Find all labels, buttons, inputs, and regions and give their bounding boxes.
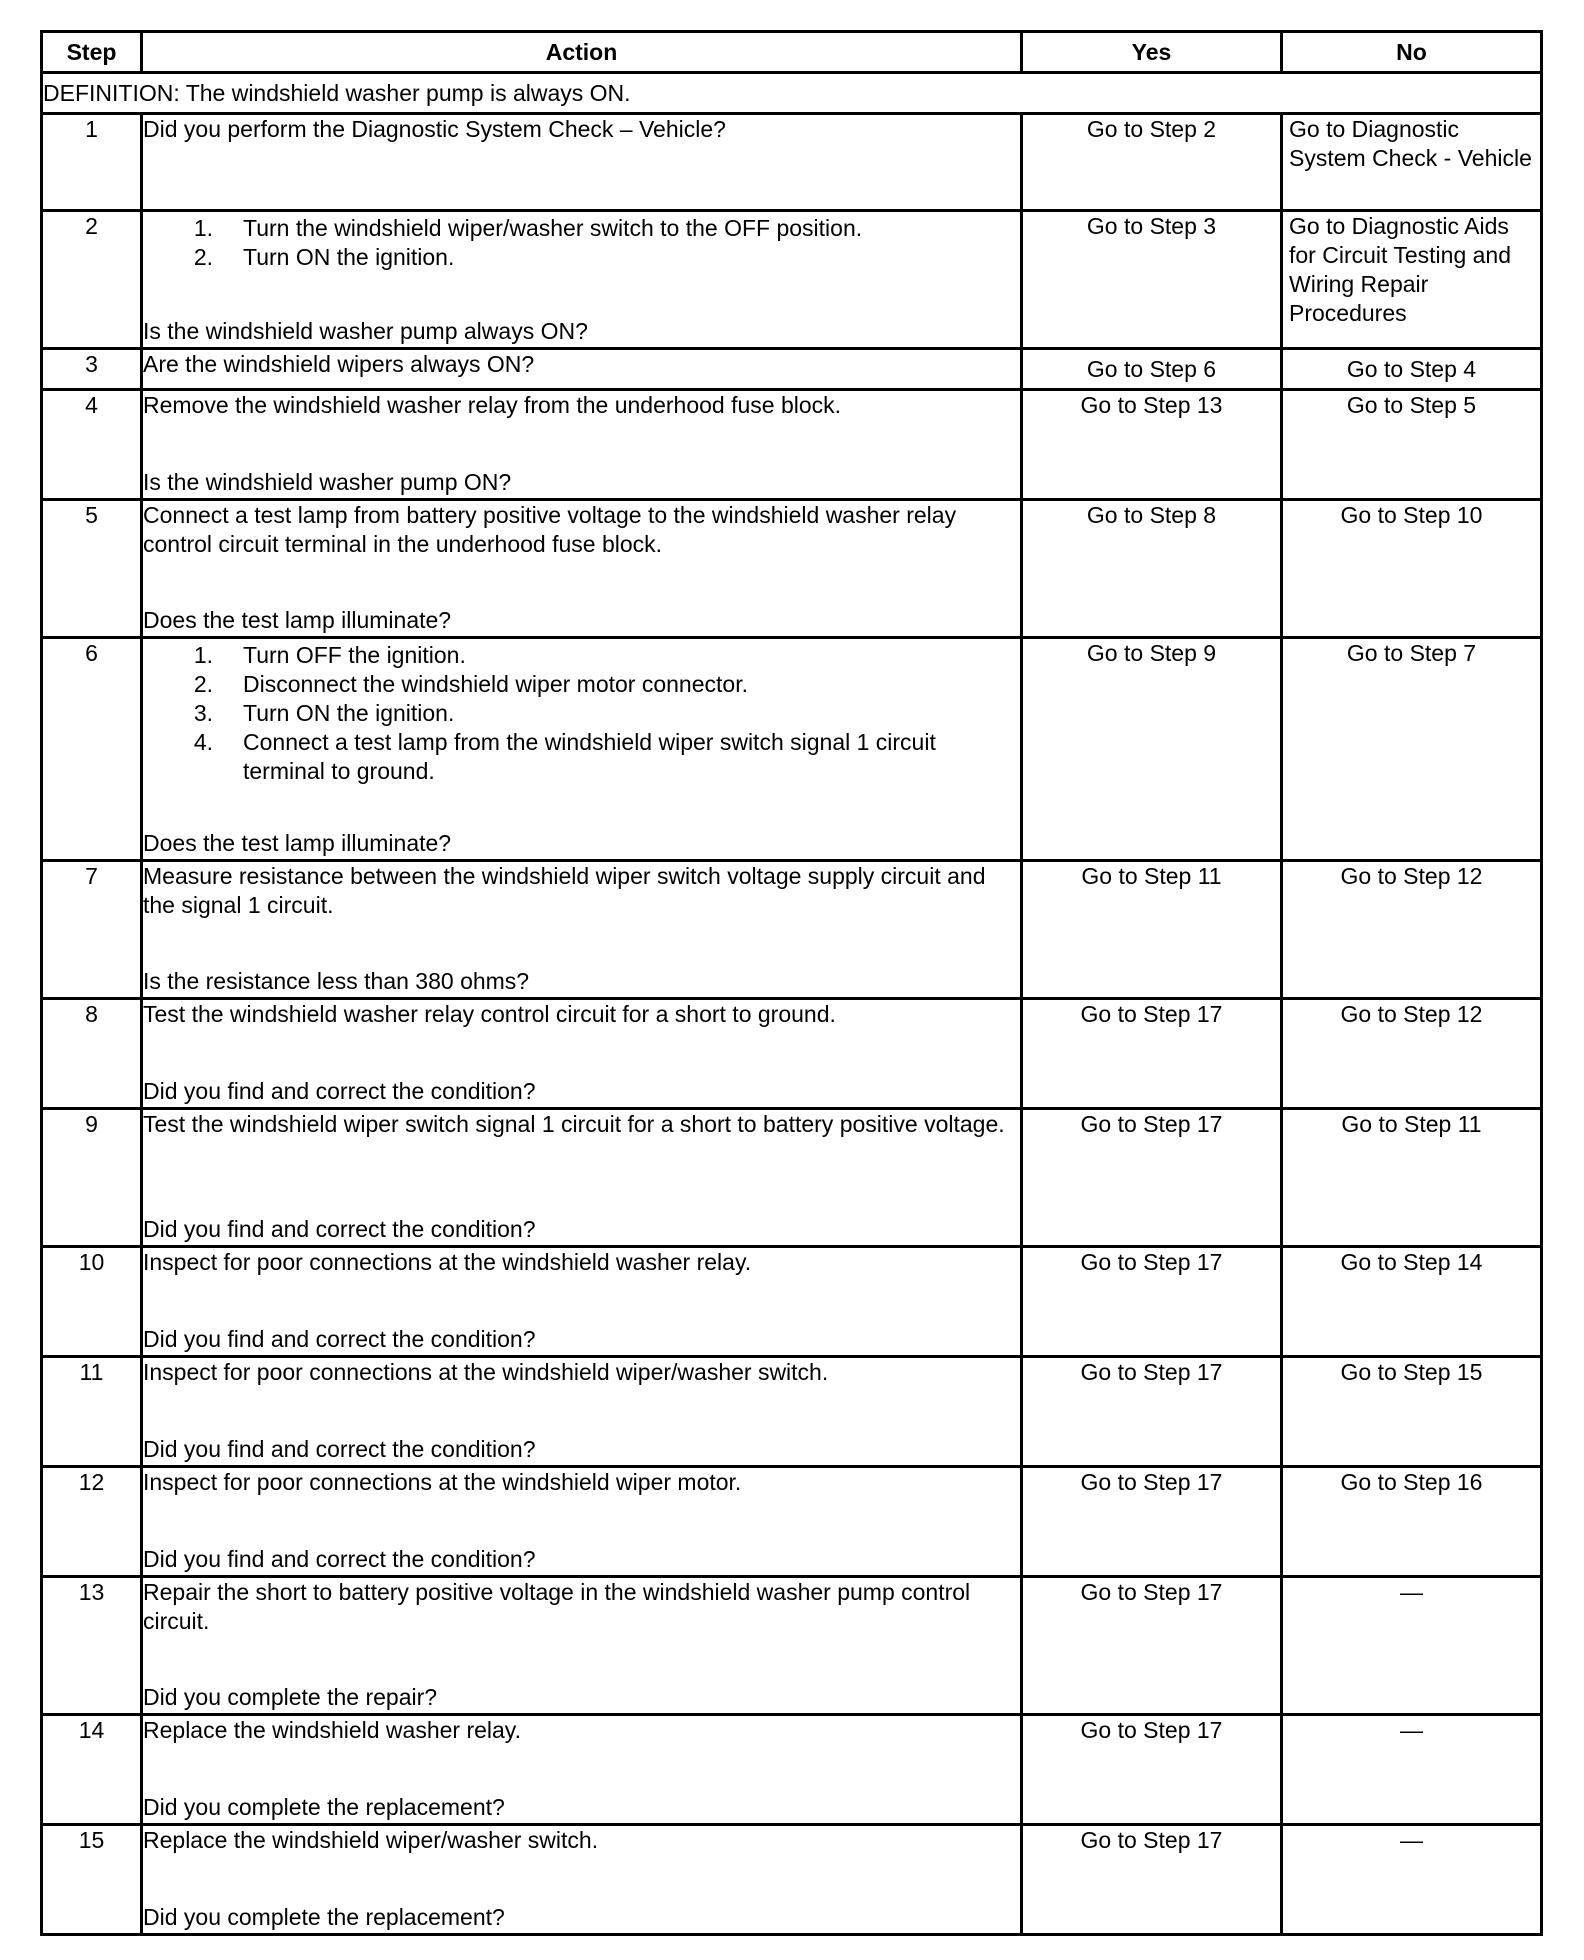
action-cell	[142, 1109, 1022, 1247]
action-instruction: Inspect for poor connections at the windshield wiper/washer switch.	[143, 1359, 829, 1385]
substep-number: 3.	[193, 700, 213, 726]
no-result: Go to Step 12	[1282, 999, 1542, 1109]
action-cell	[142, 500, 1022, 638]
action-cell	[142, 1247, 1022, 1357]
table-row	[42, 390, 1542, 500]
action-question: Did you find and correct the condition?	[143, 1546, 536, 1572]
action-cell	[142, 1577, 1022, 1715]
substep-number: 1.	[193, 215, 213, 241]
action-question: Is the windshield washer pump ON?	[143, 469, 512, 495]
action-instruction	[143, 212, 1020, 272]
action-cell	[142, 1715, 1022, 1825]
action-cell	[142, 211, 1022, 349]
action-question: Did you find and correct the condition?	[143, 1078, 536, 1104]
step-number: 1	[42, 114, 142, 211]
yes-result: Go to Step 2	[1022, 114, 1282, 211]
step-number: 13	[42, 1577, 142, 1715]
action-cell	[142, 349, 1022, 390]
no-result: Go to Step 4	[1282, 349, 1542, 390]
action-question: Did you complete the replacement?	[143, 1904, 505, 1930]
action-instruction: Test the windshield washer relay control circuit for a short to ground.	[143, 1001, 836, 1027]
yes-result: Go to Step 3	[1022, 211, 1282, 349]
header-step: Step	[42, 32, 142, 73]
yes-result: Go to Step 6	[1022, 349, 1282, 390]
yes-result: Go to Step 9	[1022, 638, 1282, 861]
action-instruction: Measure resistance between the windshield wiper switch voltage supply circuit and the signal 1 circuit.	[143, 863, 986, 918]
no-result: Go to Diagnostic Aids for Circuit Testing and Wiring Repair Procedures	[1282, 211, 1542, 349]
substep-text: Turn ON the ignition.	[243, 700, 455, 726]
substep-number: 1.	[193, 642, 213, 668]
action-question: Is the windshield washer pump always ON?	[143, 318, 588, 344]
yes-result: Go to Step 8	[1022, 500, 1282, 638]
action-cell	[142, 390, 1022, 500]
substep-item	[143, 670, 1020, 699]
table-row	[42, 500, 1542, 638]
yes-result: Go to Step 17	[1022, 1577, 1282, 1715]
yes-result: Go to Step 17	[1022, 1357, 1282, 1467]
action-question: Did you complete the replacement?	[143, 1794, 505, 1820]
yes-result: Go to Step 17	[1022, 1825, 1282, 1935]
step-number: 3	[42, 349, 142, 390]
action-instruction: Test the windshield wiper switch signal 1 circuit for a short to battery positive voltage.	[143, 1111, 1005, 1137]
no-result: —	[1282, 1577, 1542, 1715]
table-row	[42, 999, 1542, 1109]
header-row	[42, 32, 1542, 73]
yes-result: Go to Step 13	[1022, 390, 1282, 500]
step-number: 14	[42, 1715, 142, 1825]
step-number: 15	[42, 1825, 142, 1935]
substep-number: 2.	[193, 244, 213, 270]
no-result: Go to Step 14	[1282, 1247, 1542, 1357]
table-row	[42, 1109, 1542, 1247]
action-cell	[142, 638, 1022, 861]
action-instruction: Replace the windshield wiper/washer switch.	[143, 1827, 599, 1853]
substep-item	[143, 641, 1020, 670]
action-instruction: Repair the short to battery positive voltage in the windshield washer pump control circuit.	[143, 1579, 971, 1634]
no-result: Go to Step 12	[1282, 861, 1542, 999]
table-row	[42, 349, 1542, 390]
substep-number: 2.	[193, 671, 213, 697]
yes-result: Go to Step 17	[1022, 1467, 1282, 1577]
header-action: Action	[142, 32, 1022, 73]
action-instruction: Connect a test lamp from battery positive voltage to the windshield washer relay control circuit terminal in the underhood fuse block.	[143, 502, 957, 557]
substep-list	[143, 214, 1020, 272]
yes-result: Go to Step 11	[1022, 861, 1282, 999]
action-instruction: Inspect for poor connections at the windshield wiper motor.	[143, 1469, 742, 1495]
step-number: 5	[42, 500, 142, 638]
table-row	[42, 1715, 1542, 1825]
substep-item	[143, 214, 1020, 243]
no-result: —	[1282, 1825, 1542, 1935]
step-number: 7	[42, 861, 142, 999]
action-cell	[142, 999, 1022, 1109]
action-question: Does the test lamp illuminate?	[143, 830, 452, 856]
action-cell	[142, 861, 1022, 999]
action-cell	[142, 1467, 1022, 1577]
action-question: Did you find and correct the condition?	[143, 1216, 536, 1242]
substep-item	[143, 728, 1020, 786]
action-cell	[142, 114, 1022, 211]
step-number: 8	[42, 999, 142, 1109]
step-number: 11	[42, 1357, 142, 1467]
yes-result: Go to Step 17	[1022, 999, 1282, 1109]
yes-result: Go to Step 17	[1022, 1715, 1282, 1825]
definition-text: DEFINITION: The windshield washer pump is always ON.	[42, 73, 1542, 114]
no-result: —	[1282, 1715, 1542, 1825]
substep-number: 4.	[193, 729, 213, 755]
table-row	[42, 1247, 1542, 1357]
no-result: Go to Step 15	[1282, 1357, 1542, 1467]
table-row	[42, 1357, 1542, 1467]
substep-text: Disconnect the windshield wiper motor connector.	[243, 671, 748, 697]
substep-text: Turn the windshield wiper/washer switch to the OFF position.	[243, 215, 863, 241]
no-result: Go to Step 10	[1282, 500, 1542, 638]
table-row	[42, 114, 1542, 211]
yes-result: Go to Step 17	[1022, 1247, 1282, 1357]
diagnostic-table	[40, 30, 1543, 1936]
substep-text: Connect a test lamp from the windshield wiper switch signal 1 circuit terminal to ground.	[243, 729, 936, 784]
step-number: 2	[42, 211, 142, 349]
yes-result: Go to Step 17	[1022, 1109, 1282, 1247]
no-result: Go to Diagnostic System Check - Vehicle	[1282, 114, 1542, 211]
no-result: Go to Step 16	[1282, 1467, 1542, 1577]
action-question: Did you complete the repair?	[143, 1684, 438, 1710]
action-question: Did you find and correct the condition?	[143, 1326, 536, 1352]
action-question: Did you find and correct the condition?	[143, 1436, 536, 1462]
table-row	[42, 1467, 1542, 1577]
action-instruction: Inspect for poor connections at the windshield washer relay.	[143, 1249, 752, 1275]
action-instruction: Remove the windshield washer relay from the underhood fuse block.	[143, 392, 842, 418]
action-question: Did you perform the Diagnostic System Check – Vehicle?	[143, 116, 726, 142]
no-result: Go to Step 5	[1282, 390, 1542, 500]
step-number: 12	[42, 1467, 142, 1577]
substep-text: Turn OFF the ignition.	[243, 642, 466, 668]
step-number: 6	[42, 638, 142, 861]
table-row	[42, 1577, 1542, 1715]
substep-item	[143, 699, 1020, 728]
action-question: Are the windshield wipers always ON?	[143, 351, 535, 377]
header-yes: Yes	[1022, 32, 1282, 73]
action-cell	[142, 1357, 1022, 1467]
table-row	[42, 638, 1542, 861]
substep-item	[143, 243, 1020, 272]
no-result: Go to Step 7	[1282, 638, 1542, 861]
no-result: Go to Step 11	[1282, 1109, 1542, 1247]
action-question: Does the test lamp illuminate?	[143, 607, 452, 633]
action-instruction	[143, 639, 1020, 786]
step-number: 10	[42, 1247, 142, 1357]
table-row	[42, 861, 1542, 999]
step-number: 4	[42, 390, 142, 500]
table-row	[42, 211, 1542, 349]
action-question: Is the resistance less than 380 ohms?	[143, 968, 530, 994]
table-row	[42, 1825, 1542, 1935]
substep-list	[143, 641, 1020, 786]
substep-text: Turn ON the ignition.	[243, 244, 455, 270]
action-instruction: Replace the windshield washer relay.	[143, 1717, 521, 1743]
action-cell	[142, 1825, 1022, 1935]
header-no: No	[1282, 32, 1542, 73]
step-number: 9	[42, 1109, 142, 1247]
definition-row	[42, 73, 1542, 114]
